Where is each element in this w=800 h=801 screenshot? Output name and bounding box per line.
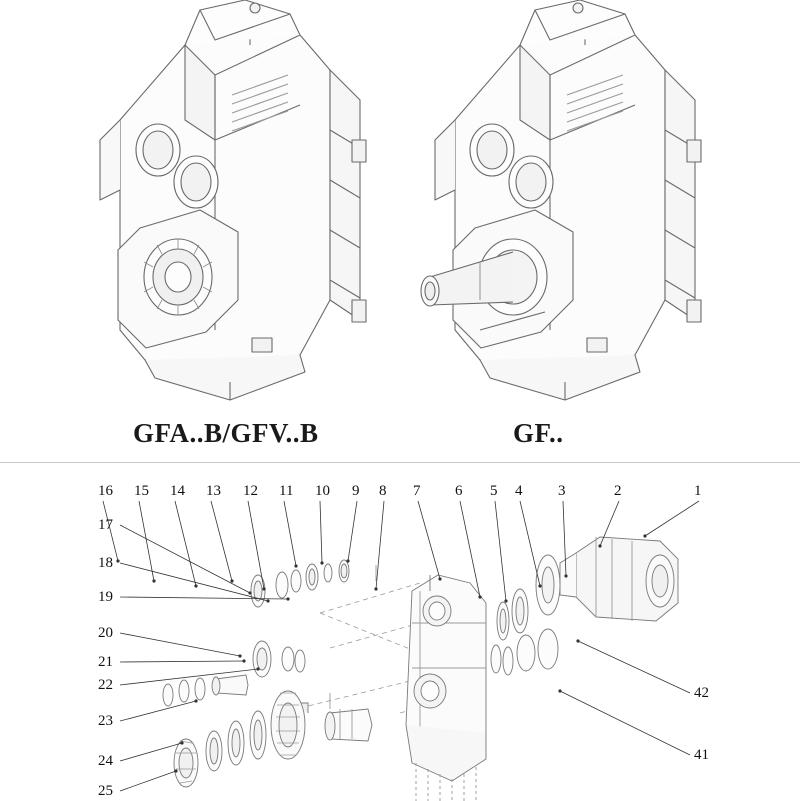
callout-point-2 (598, 544, 601, 547)
callout-number-8: 8 (379, 483, 387, 499)
callout-leader-1 (645, 501, 699, 536)
callout-number-1: 1 (694, 483, 702, 499)
callout-point-19 (286, 597, 289, 600)
callout-point-9 (346, 559, 349, 562)
callout-point-25 (174, 769, 177, 772)
callout-point-8 (374, 587, 377, 590)
left-drawing-caption: GFA..B/GFV..B (133, 418, 319, 448)
callout-leader-9 (348, 501, 357, 561)
callout-number-21: 21 (98, 654, 113, 670)
callout-number-9: 9 (352, 483, 360, 499)
callout-leader-11 (284, 501, 296, 566)
callout-leader-13 (211, 501, 232, 581)
callout-point-24 (180, 741, 183, 744)
callout-point-12 (262, 587, 265, 590)
callout-point-15 (152, 579, 155, 582)
callout-point-1 (643, 534, 646, 537)
callout-number-18: 18 (98, 555, 113, 571)
callout-number-2: 2 (614, 483, 622, 499)
callout-number-14: 14 (170, 483, 185, 499)
callout-point-23 (194, 699, 197, 702)
callout-point-41 (558, 689, 561, 692)
callout-number-19: 19 (98, 589, 113, 605)
callout-leader-23 (120, 701, 196, 721)
callout-leader-7 (418, 501, 440, 579)
callout-point-16 (116, 559, 119, 562)
callout-number-22: 22 (98, 677, 113, 693)
callout-point-5 (504, 599, 507, 602)
callout-point-3 (564, 574, 567, 577)
callout-number-24: 24 (98, 753, 113, 769)
callout-point-17 (248, 591, 251, 594)
right-drawing-caption: GF.. (513, 418, 564, 448)
callout-number-42: 42 (694, 685, 709, 701)
callout-point-14 (194, 584, 197, 587)
callout-leader-10 (320, 501, 322, 563)
callout-point-20 (238, 654, 241, 657)
callout-number-20: 20 (98, 625, 113, 641)
callout-leader-25 (120, 771, 176, 791)
callout-leader-8 (376, 501, 384, 589)
callout-leader-4 (520, 501, 540, 586)
callout-point-4 (538, 584, 541, 587)
exploded-view-section (0, 462, 800, 801)
callout-leader-21 (120, 661, 244, 662)
callout-number-3: 3 (558, 483, 566, 499)
callout-number-11: 11 (279, 483, 294, 499)
callout-leader-20 (120, 633, 240, 656)
callout-point-21 (242, 659, 245, 662)
callout-point-11 (294, 564, 297, 567)
callout-number-7: 7 (413, 483, 421, 499)
callout-leader-42 (578, 641, 690, 693)
callout-number-25: 25 (98, 783, 113, 799)
callout-point-7 (438, 577, 441, 580)
callout-number-41: 41 (694, 747, 709, 763)
exploded-parts-drawing (0, 463, 800, 801)
callout-leader-24 (120, 743, 182, 761)
callout-number-23: 23 (98, 713, 113, 729)
callout-number-10: 10 (315, 483, 330, 499)
callout-point-6 (478, 595, 481, 598)
callout-number-12: 12 (243, 483, 258, 499)
callout-number-4: 4 (515, 483, 523, 499)
callout-number-15: 15 (134, 483, 149, 499)
callout-number-13: 13 (206, 483, 221, 499)
callout-number-17: 17 (98, 517, 113, 533)
callout-leader-5 (495, 501, 506, 601)
callout-number-5: 5 (490, 483, 498, 499)
callout-point-42 (576, 639, 579, 642)
callout-number-6: 6 (455, 483, 463, 499)
callout-leader-41 (560, 691, 690, 755)
callout-point-18 (266, 599, 269, 602)
callout-leader-18 (120, 563, 268, 601)
callout-point-22 (256, 667, 259, 670)
callout-leader-14 (175, 501, 196, 586)
callout-number-16: 16 (98, 483, 113, 499)
callout-leader-17 (120, 525, 250, 593)
callout-point-13 (230, 579, 233, 582)
callout-leader-15 (139, 501, 154, 581)
callout-point-10 (320, 561, 323, 564)
